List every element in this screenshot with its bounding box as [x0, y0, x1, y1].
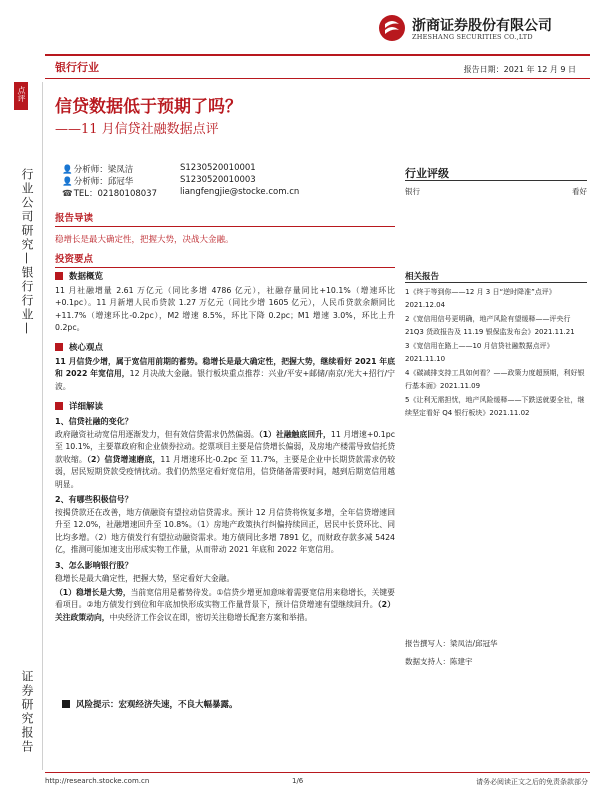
- bullet-square-icon: [55, 272, 63, 280]
- guide-heading: 报告导读: [55, 213, 94, 224]
- related-reports-list: [405, 286, 587, 421]
- footer-url[interactable]: http://research.stocke.com.cn: [45, 777, 150, 785]
- report-type-tag-text: 点评: [17, 86, 26, 102]
- header-rule: [45, 54, 590, 56]
- overview-block: [55, 270, 395, 335]
- detail-heading: 详细解读: [55, 400, 395, 412]
- analyst-row: [62, 163, 256, 175]
- contact-email[interactable]: liangfengjie@stocke.com.cn: [180, 187, 300, 197]
- risk-warning: 风险提示：宏观经济失速，不良大幅暴露。: [62, 698, 238, 710]
- analyst-label: 分析师：邱冠华: [73, 177, 134, 187]
- report-author: 报告撰写人：梁凤洁/邱冠华: [405, 639, 498, 648]
- side-category-text: 行业公司研究—银行行业—: [20, 168, 34, 336]
- footer-disclaimer: 请务必阅读正文之后的免责条款部分: [476, 778, 588, 786]
- report-date: 报告日期：2021 年 12 月 9 日: [463, 65, 576, 74]
- related-reports-title: 相关报告: [405, 272, 440, 282]
- question-2: 2、有哪些积极信号？: [55, 495, 133, 505]
- points-heading: 投资要点: [55, 254, 94, 265]
- related-report-item[interactable]: 5《让利无需担忧，地产风险缓释——下跌送就要全社，继续坚定看好 Q4 银行板块》2021.11.02: [405, 396, 585, 417]
- company-logo: [378, 14, 578, 44]
- analyst-label: 分析师：梁凤洁: [73, 165, 134, 175]
- side-report-type-text: 证券研究报告: [20, 670, 34, 754]
- analyst-row: [62, 175, 256, 187]
- data-supporter: 数据支持人：陈建宇: [405, 657, 473, 666]
- overview-heading: 数据概览: [55, 270, 395, 282]
- company-name-en: ZHESHANG SECURITIES CO.,LTD: [412, 33, 533, 41]
- related-report-item[interactable]: 3《宽信用在路上——10 月信贷社融数据点评》2021.11.10: [405, 342, 554, 363]
- user-icon: 👤: [62, 165, 73, 175]
- guide-text: 稳增长是最大确定性，把握大势，决战大金融。: [55, 235, 234, 245]
- question-2-text: 按揭贷款还在改善，地方债融资有望拉动信贷需求。预计 12 月信贷将恢复多增，全年信贷增速回升至 12.0%，社融增速回升至 10.8%。（1）房地产政策执行纠偏持续回正，居民中长贷环比、同比均多增。（2）地方债发行有望拉动融资需求。地方债同比多增 7891 亿，而财政存款多减 5424 亿，推测可能加速支出形成实物工作量，从而带动 2021 年底和 2022 年宽信用。: [55, 508, 395, 555]
- detail-block: [55, 400, 395, 624]
- header-sub-rule: [45, 78, 590, 79]
- question-1-text: 政府融资社动宽信用逐渐发力，但有效信贷需求仍然偏弱。（1）社融触底回升，11 月增速+0.1pc 至 10.1%，主要靠政府和企业债券拉动。挖票项目主要是信贷增长偏弱，及房地产楼需导致信托贷款收缩。（2）信贷增速磨底，11 月增速环比-0.2pc 至 11.7%，主要是企业中长期贷款需求仍较弱，居民短期贷款受疫情扰动。我们仍然坚定看好宽信用，信贷储备需要时间，越到后期宽信用越明显。: [55, 430, 396, 489]
- bullet-square-icon: [62, 700, 70, 708]
- company-name-cn: 浙商证券股份有限公司: [412, 18, 552, 34]
- rating-title: 行业评级: [405, 167, 449, 180]
- points-rule: [55, 267, 395, 268]
- contact-row: [62, 187, 300, 199]
- phone-icon: ☎: [62, 189, 73, 199]
- guide-rule: [55, 226, 395, 227]
- industry-label: 银行行业: [55, 61, 99, 74]
- side-rule: [42, 82, 43, 770]
- analyst-cert: S1230520010003: [180, 175, 256, 185]
- related-report-item[interactable]: 2《宽信用信号更明确，地产风险有望缓释——评央行21Q3 货政报告及 11.19 银保监发布会》2021.11.21: [405, 315, 575, 336]
- user-icon: 👤: [62, 177, 73, 187]
- footer-rule: [45, 772, 590, 773]
- rating-value: 看好: [572, 187, 587, 196]
- question-1: 1、信贷社融的变化？: [55, 417, 133, 426]
- report-title: 信贷数据低于预期了吗？: [55, 97, 242, 117]
- related-reports-rule: [405, 282, 587, 283]
- overview-text: 11 月社融增量 2.61 万亿元（同比多增 4786 亿元），社融存量同比+10.1%（增速环比+0.1pc）。11 月新增人民币贷款 1.27 万亿元（同比少增 1605 亿元），人民币贷款余额同比+11.7%（增速环比-0.2pc），M2 增速 8.5%，环比下降 0.2pc；M1 增速 3.0%，环比上升 0.2pc。: [55, 286, 395, 333]
- core-block: [55, 341, 395, 393]
- rating-sector: 银行: [405, 187, 420, 196]
- report-subtitle: ——11 月信贷社融数据点评: [55, 122, 219, 137]
- question-3-detail: （1）稳增长是大势，当前宽信用是蓄势待发。①信贷少增更加意味着需要宽信用来稳增长，关键要看项目。②地方债发行到位和年底加快形成实物工作量背景下，预计信贷增速有望继续回升。（2）关注政策动向，中央经济工作会议在即，密切关注稳增长配套方案和举措。: [55, 588, 395, 622]
- related-report-item[interactable]: 4《碳减排支持工具如何看？——政策力度超预期，利好银行基本面》2021.11.09: [405, 369, 585, 390]
- page-number: 1/6: [292, 777, 304, 785]
- core-heading: 核心观点: [55, 341, 395, 353]
- core-text: 11 月信贷少增，属于宽信用前期的蓄势。稳增长是最大确定性，把握大势，继续看好 2021 年底和 2022 年宽信用，12 月决战大金融。银行板块重点推荐：兴业/平安+邮储/南京/光大+招行/宁波。: [55, 357, 395, 391]
- question-3: 3、怎么影响银行股？: [55, 560, 133, 570]
- question-3-text: 稳增长是最大确定性，把握大势，坚定看好大金融。: [55, 573, 235, 583]
- analyst-cert: S1230520010001: [180, 163, 256, 173]
- contact-phone: TEL：02180108037: [73, 189, 157, 199]
- logo-mark-icon: [378, 14, 406, 42]
- bullet-square-icon: [55, 343, 63, 351]
- bullet-square-icon: [55, 402, 63, 410]
- related-report-item[interactable]: 1《终于等到你——12 月 3 日“逆时降准”点评》2021.12.04: [405, 288, 556, 309]
- rating-rule: [405, 180, 587, 181]
- guide-section: [55, 210, 395, 245]
- points-section: [55, 251, 395, 268]
- rating-row: [405, 186, 587, 197]
